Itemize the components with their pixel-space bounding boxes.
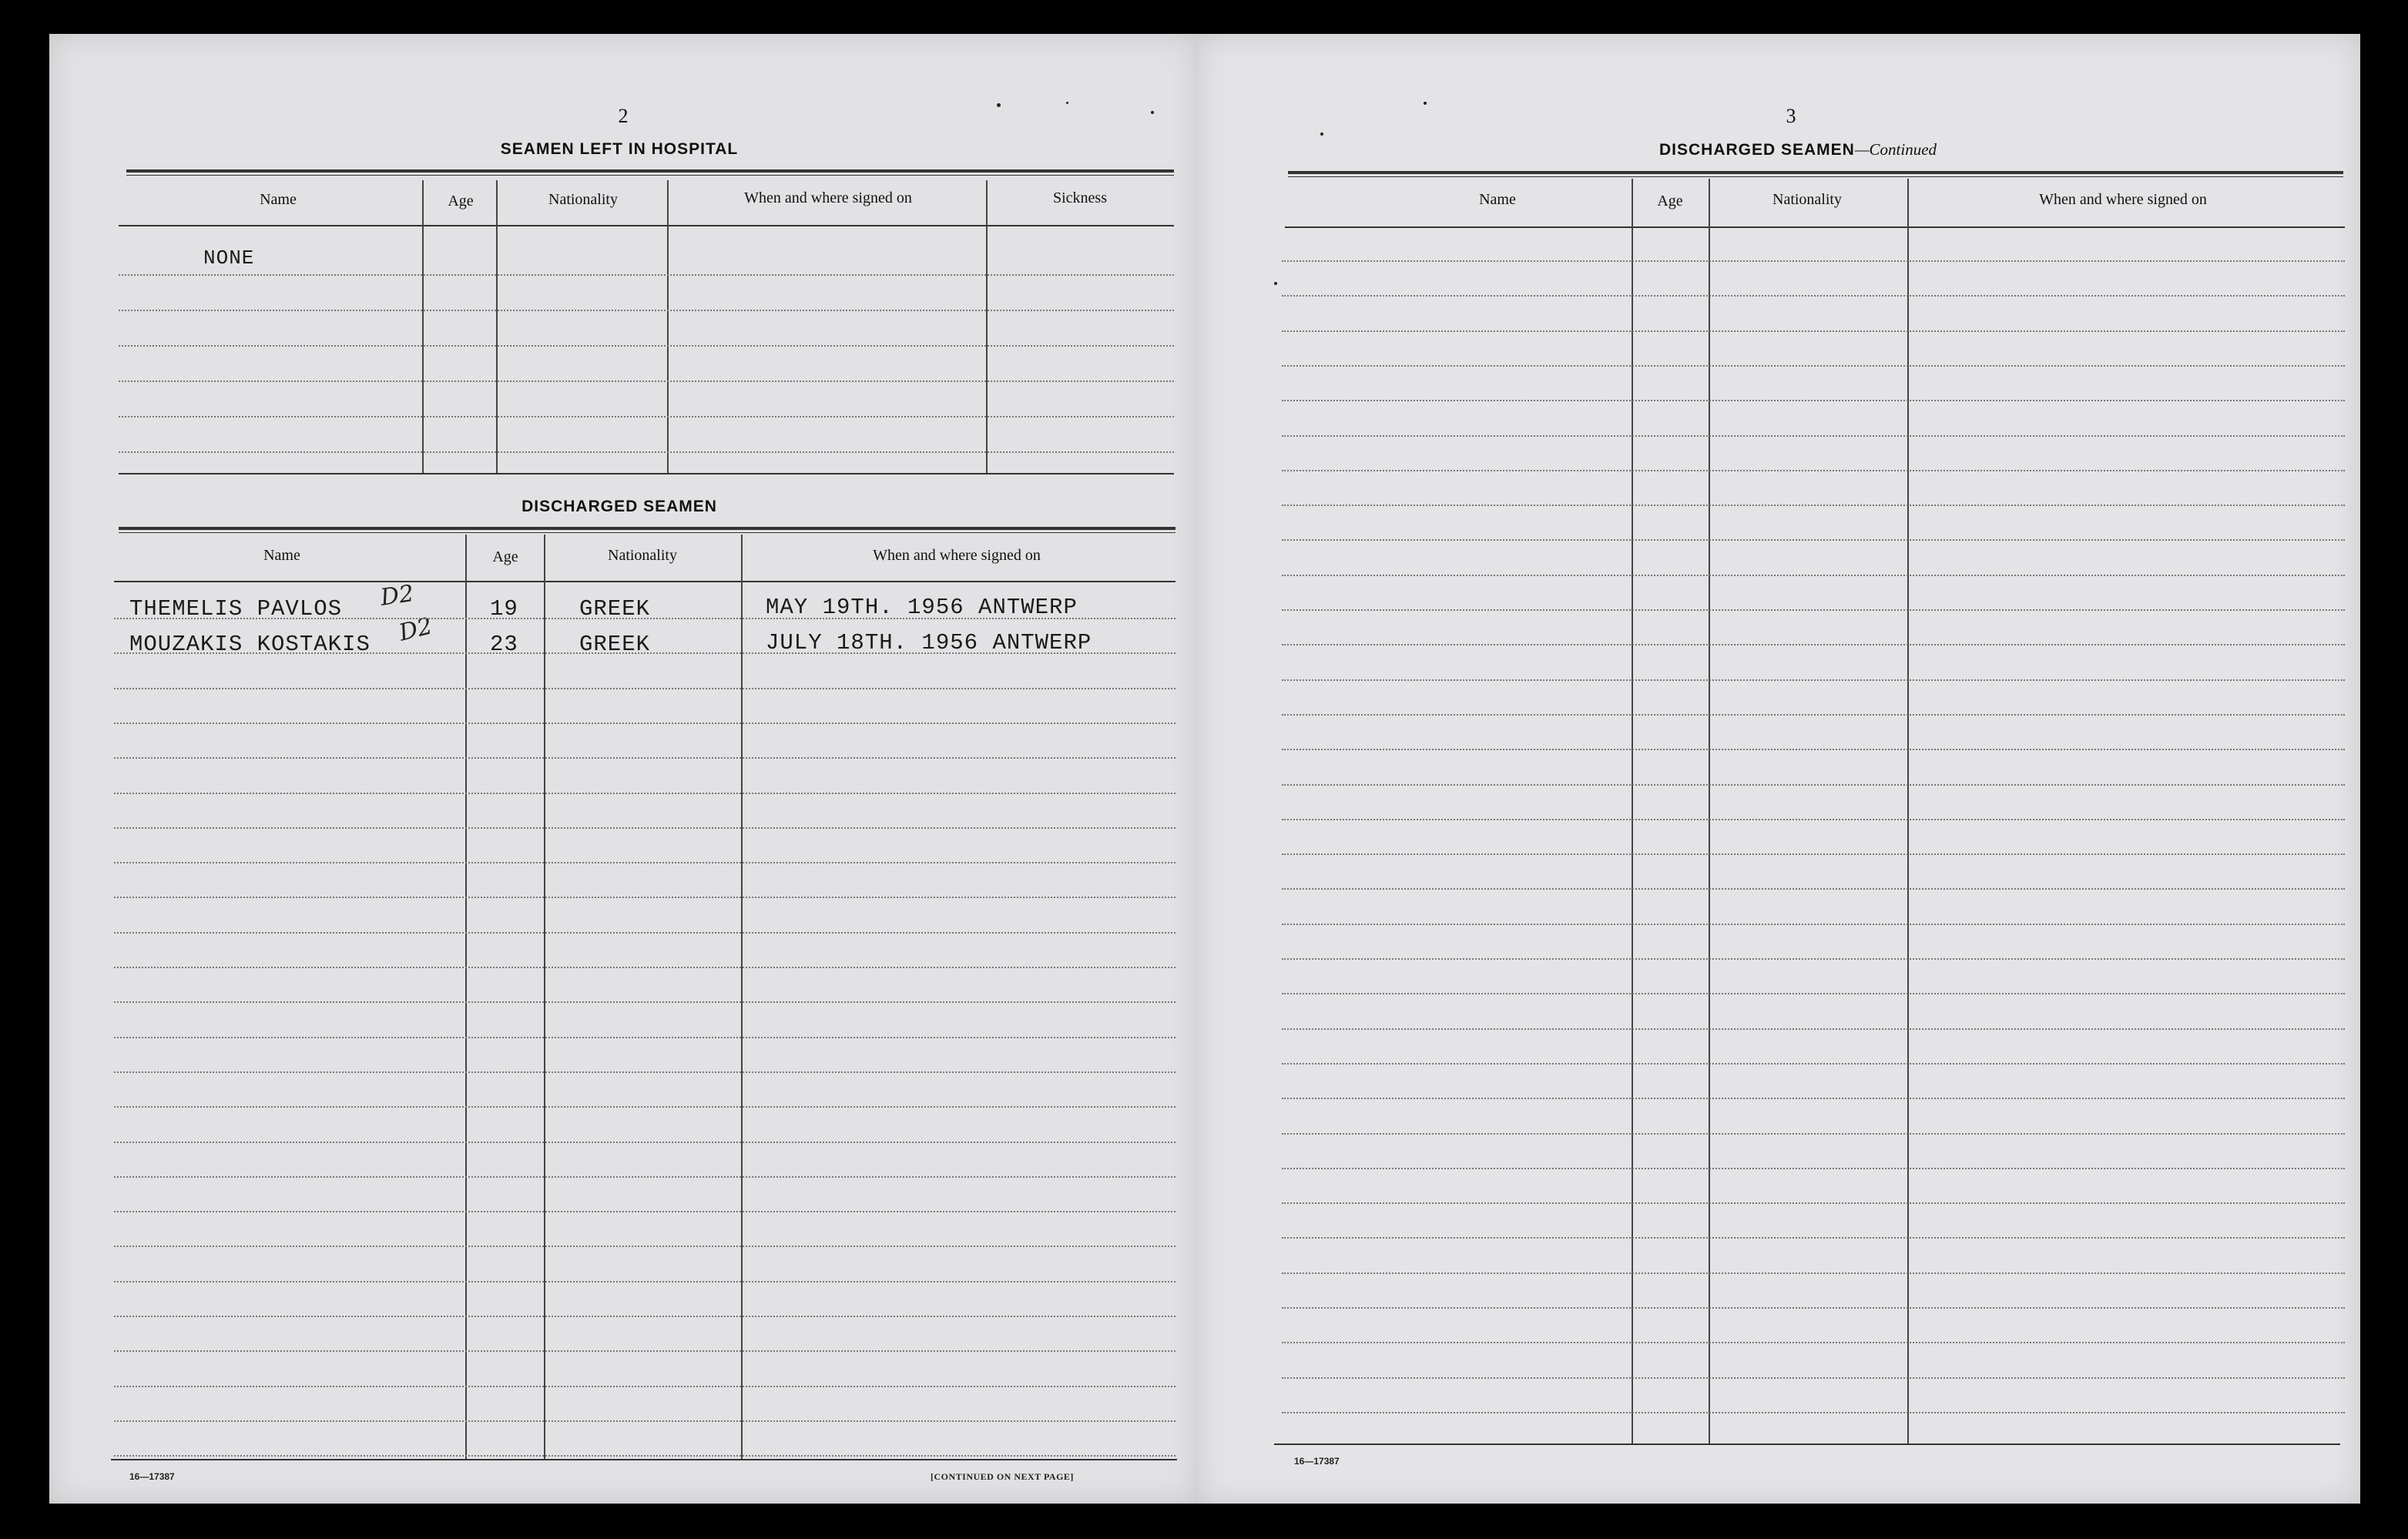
right-col-line	[1632, 179, 1633, 1445]
row-line	[114, 1350, 1175, 1352]
section-title-suffix: —Continued	[1854, 140, 1937, 159]
row-line	[1282, 714, 2345, 716]
hospital-row-line	[119, 381, 1174, 382]
form-number: 16—17387	[129, 1471, 175, 1482]
row-line	[114, 897, 1175, 898]
seaman-name: MOUZAKIS KOSTAKIS	[129, 632, 371, 657]
speck	[1274, 282, 1277, 285]
speck	[1151, 111, 1154, 114]
row-line	[1282, 819, 2345, 820]
row-line	[114, 1106, 1175, 1108]
row-line	[1282, 958, 2345, 960]
discharged-header-nationality: Nationality	[608, 547, 677, 564]
hospital-entry-none: NONE	[203, 246, 255, 270]
speck	[1066, 102, 1068, 104]
right-header-age: Age	[1657, 193, 1683, 210]
left-page	[49, 34, 1197, 1504]
row-line	[114, 1037, 1175, 1038]
right-col-line	[1907, 179, 1909, 1445]
hospital-col-line	[667, 180, 669, 473]
seaman-age: 23	[490, 632, 518, 657]
row-line	[114, 1142, 1175, 1143]
row-line	[1282, 1063, 2345, 1065]
right-header-name: Name	[1479, 191, 1516, 208]
section-title-hospital: SEAMEN LEFT IN HOSPITAL	[500, 140, 739, 158]
row-line	[114, 967, 1175, 968]
row-line	[114, 827, 1175, 829]
seaman-signed-on: MAY 19TH. 1956 ANTWERP	[766, 595, 1078, 620]
speck	[1424, 102, 1427, 105]
handwritten-annotation: D2	[396, 612, 435, 647]
seaman-nationality: GREEK	[579, 596, 651, 622]
hospital-bottom-rule	[119, 473, 1174, 474]
row-line	[1282, 888, 2345, 890]
seaman-nationality: GREEK	[579, 632, 651, 657]
row-line	[1282, 853, 2345, 855]
row-line	[1282, 749, 2345, 750]
row-line	[1282, 575, 2345, 576]
row-line	[1282, 539, 2345, 541]
hospital-row-line	[119, 451, 1174, 453]
row-line	[114, 757, 1175, 759]
row-line	[1282, 679, 2345, 681]
right-page	[1197, 34, 2360, 1504]
hospital-col-line	[422, 180, 424, 473]
page-number: 3	[1786, 105, 1796, 127]
row-line	[1282, 1168, 2345, 1169]
discharged-header-rule	[114, 581, 1175, 582]
seaman-age: 19	[490, 596, 518, 622]
section-title-text: DISCHARGED SEAMEN	[1658, 141, 1855, 159]
right-col-line	[1709, 179, 1710, 1445]
hospital-header-rule	[119, 225, 1174, 226]
seaman-name: THEMELIS PAVLOS	[129, 596, 343, 622]
row-line	[114, 1420, 1175, 1422]
right-top-rule	[1288, 171, 2343, 177]
row-line	[1282, 1272, 2345, 1274]
row-line	[1282, 924, 2345, 925]
row-line	[1282, 1377, 2345, 1379]
row-line	[114, 1001, 1175, 1003]
row-line	[1282, 295, 2345, 297]
hospital-header-nationality: Nationality	[548, 191, 618, 208]
row-line	[1282, 1133, 2345, 1135]
row-line	[1282, 1028, 2345, 1030]
row-line	[114, 618, 1175, 619]
section-title-discharged: DISCHARGED SEAMEN	[522, 498, 717, 515]
hospital-header-age: Age	[448, 193, 474, 210]
hospital-header-name: Name	[260, 191, 297, 208]
row-line	[1282, 260, 2345, 262]
right-header-nationality: Nationality	[1772, 191, 1842, 208]
hospital-col-line	[986, 180, 988, 473]
hospital-header-sickness: Sickness	[1053, 189, 1107, 206]
row-line	[1282, 1412, 2345, 1413]
row-line	[1282, 505, 2345, 506]
row-line	[114, 652, 1175, 654]
row-line	[1282, 993, 2345, 994]
form-number: 16—17387	[1294, 1456, 1340, 1467]
row-line	[1282, 1237, 2345, 1239]
discharged-header-signed-on: When and where signed on	[873, 547, 1041, 564]
discharged-col-line	[544, 535, 545, 1459]
row-line	[1282, 365, 2345, 367]
right-bottom-rule	[1274, 1443, 2340, 1445]
row-line	[1282, 609, 2345, 611]
row-line	[1282, 1307, 2345, 1309]
speck	[997, 103, 1001, 107]
row-line	[114, 1071, 1175, 1073]
discharged-bottom-rule	[111, 1459, 1177, 1460]
row-line	[1282, 1342, 2345, 1343]
row-line	[114, 1316, 1175, 1317]
hospital-row-line	[119, 416, 1174, 417]
section-title-discharged-continued	[1505, 140, 2091, 159]
hospital-row-line	[119, 345, 1174, 347]
right-header-signed-on: When and where signed on	[2039, 191, 2207, 208]
row-line	[1282, 435, 2345, 437]
row-line	[114, 1281, 1175, 1282]
row-line	[1282, 1098, 2345, 1099]
discharged-col-line	[465, 535, 467, 1459]
hospital-top-rule	[126, 169, 1174, 176]
right-header-rule	[1285, 226, 2345, 228]
row-line	[114, 723, 1175, 724]
speck	[1320, 132, 1323, 136]
discharged-header-age: Age	[492, 548, 518, 565]
hospital-row-line	[119, 274, 1174, 276]
row-line	[1282, 400, 2345, 401]
row-line	[114, 1246, 1175, 1247]
row-line	[1282, 330, 2345, 332]
row-line	[1282, 784, 2345, 786]
seaman-signed-on: JULY 18TH. 1956 ANTWERP	[766, 630, 1092, 656]
discharged-col-line	[741, 535, 743, 1459]
row-line	[1282, 470, 2345, 471]
handwritten-annotation: D2	[378, 580, 416, 612]
row-line	[114, 793, 1175, 794]
hospital-header-signed-on: When and where signed on	[744, 189, 912, 206]
hospital-col-line	[496, 180, 498, 473]
row-line	[114, 862, 1175, 863]
row-line	[114, 1455, 1175, 1457]
row-line	[114, 1386, 1175, 1387]
row-line	[114, 1211, 1175, 1212]
row-line	[1282, 644, 2345, 645]
row-line	[114, 932, 1175, 934]
row-line	[114, 688, 1175, 689]
page-number: 2	[618, 105, 629, 127]
continued-note: [CONTINUED ON NEXT PAGE]	[931, 1471, 1074, 1482]
row-line	[114, 1176, 1175, 1178]
discharged-top-rule	[119, 527, 1175, 533]
hospital-row-line	[119, 310, 1174, 311]
row-line	[1282, 1202, 2345, 1204]
discharged-header-name: Name	[263, 547, 300, 564]
